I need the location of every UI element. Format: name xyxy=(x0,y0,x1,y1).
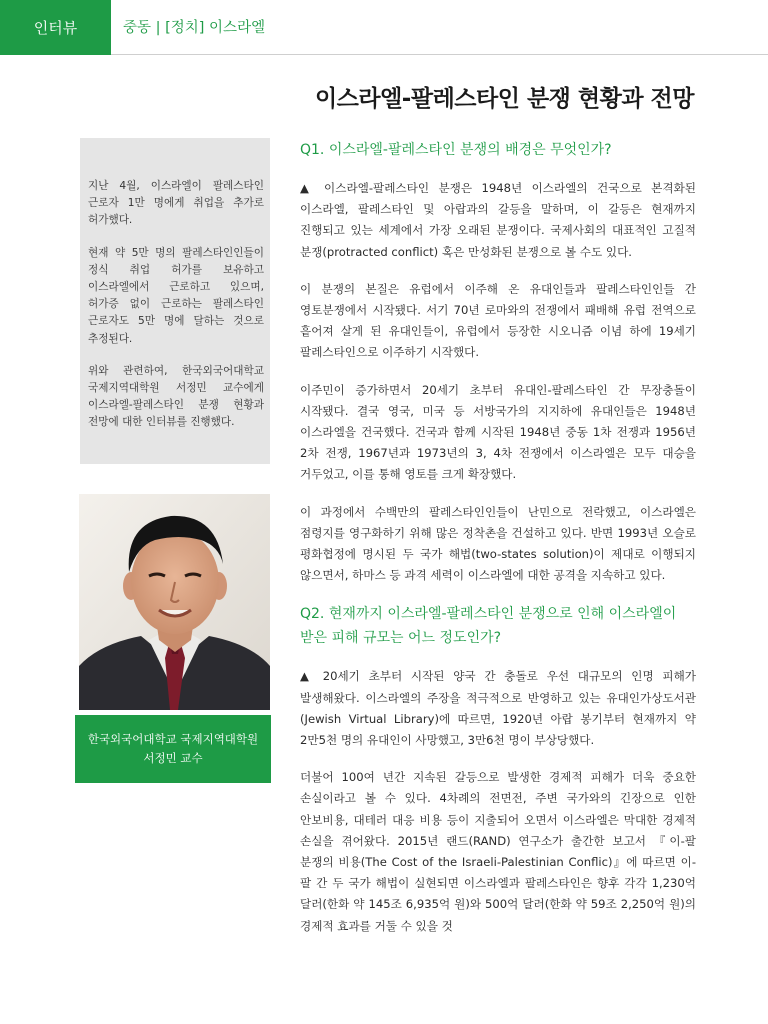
interviewee-name: 서정민 교수 xyxy=(143,751,203,765)
interviewee-affiliation: 한국외국어대학교 국제지역대학원 xyxy=(87,732,259,746)
question-1: Q1. 이스라엘-팔레스타인 분쟁의 배경은 무엇인가? xyxy=(300,142,612,158)
category-breadcrumb[interactable]: 중동 | [정치] 이스라엘 xyxy=(123,20,266,36)
section-tab-label: 인터뷰 xyxy=(33,19,78,37)
interviewee-caption xyxy=(75,715,271,783)
header-divider xyxy=(111,54,768,55)
interview-body xyxy=(300,138,696,937)
article-title: 이스라엘-팔레스타인 분쟁 현황과 전망 xyxy=(314,86,694,112)
summary-box xyxy=(80,138,270,464)
answer-1-paragraph: 이주민이 증가하면서 20세기 초부터 유대인-팔레스타인 간 무장충돌이 시작됐다. 결국 영국, 미국 등 서방국가의 지지하에 유대인들은 1948년 이스라엘을 건국했다. 건국과 함께 시작된 1948년 중동 1차 전쟁과 1956년 2차 전쟁, 1967년과 1973년의 3, 4차 전쟁에서 이스라엘은 모두 대승을 거두었고, 이를 통해 영토를 크게 확장했다. xyxy=(300,382,696,482)
answer-1-paragraph: 이 분쟁의 본질은 유럽에서 이주해 온 유대인들과 팔레스타인인들 간 영토분쟁에서 시작됐다. 서기 70년 로마와의 전쟁에서 패배해 유럽 전역으로 흩어져 살게 된 유대인들이, 유럽에서 등장한 시오니즘 이념 하에 19세기 팔레스타인으로 이주하기 시작했다. xyxy=(300,281,696,360)
answer-1-paragraph: 이 과정에서 수백만의 팔레스타인인들이 난민으로 전락했고, 이스라엘은 점령지를 영구화하기 위해 많은 정착촌을 건설하고 있다. 반면 1993년 오슬로 평화협정에 명시된 두 국가 해법(two-states solution)이 제대로 이행되지 않으면서, 하마스 등 과격 세력이 이스라엘에 대한 공격을 지속하고 있다. xyxy=(300,504,696,583)
section-tab[interactable] xyxy=(0,0,111,55)
answer-2-paragraph: 더불어 100여 년간 지속된 갈등으로 발생한 경제적 피해가 더욱 중요한 손실이라고 볼 수 있다. 4차례의 전면전, 주변 국가와의 긴장으로 인한 안보비용, 대테러 대응 비용 등이 지출되어 오면서 이스라엘은 막대한 경제적 손실을 겪어왔다. 2015년 랜드(RAND) 연구소가 출간한 보고서 『이-팔 분쟁의 비용(The Cost of the Israeli-Palestinian Conflic)』에 따르면 이-팔 간 두 국가 해법이 실현되면 이스라엘과 팔레스타인은 향후 각각 1,230억 달러(한화 약 145조 6,935억 원)와 500억 달러(한화 약 59조 2,250억 원)의 경제적 효과를 거둘 수 있을 것 xyxy=(300,770,696,933)
answer-1-paragraph: ▲ 이스라엘-팔레스타인 분쟁은 1948년 이스라엘의 건국으로 본격화된 이스라엘, 팔레스타인 및 아랍과의 갈등을 말하며, 이 갈등은 현재까지 진행되고 있는 세계에서 가장 오래된 분쟁이다. 국제사회의 대표적인 고질적 분쟁(protracted conflict) 혹은 만성화된 분쟁으로 볼 수도 있다. xyxy=(300,181,696,259)
answer-2-paragraph: ▲ 20세기 초부터 시작된 양국 간 충돌로 우선 대규모의 인명 피해가 발생해왔다. 이스라엘의 주장을 적극적으로 반영하고 있는 유대인가상도서관(Jewish Virtual Library)에 따르면, 1920년 아랍 봉기부터 현재까지 약 2만5천 명의 유대인이 사망했고, 3만6천 명이 부상당했다. xyxy=(300,669,696,748)
interviewee-photo xyxy=(79,494,270,710)
summary-paragraph: 위와 관련하여, 한국외국어대학교 국제지역대학원 서정민 교수에게 이스라엘-팔레스타인 분쟁 현황과 전망에 대한 인터뷰를 진행했다. xyxy=(88,364,264,429)
question-2: Q2. 현재까지 이스라엘-팔레스타인 분쟁으로 인해 이스라엘이 받은 피해 규모는 어느 정도인가? xyxy=(300,606,677,647)
summary-paragraph: 현재 약 5만 명의 팔레스타인인들이 정식 취업 허가를 보유하고 이스라엘에서 근로하고 있으며, 허가증 없이 근로하는 팔레스타인 근로자도 5만 명에 달하는 것으로 추정된다. xyxy=(88,246,264,345)
summary-paragraph: 지난 4월, 이스라엘이 팔레스타인 근로자 1만 명에게 취업을 추가로 허가했다. xyxy=(88,180,264,227)
